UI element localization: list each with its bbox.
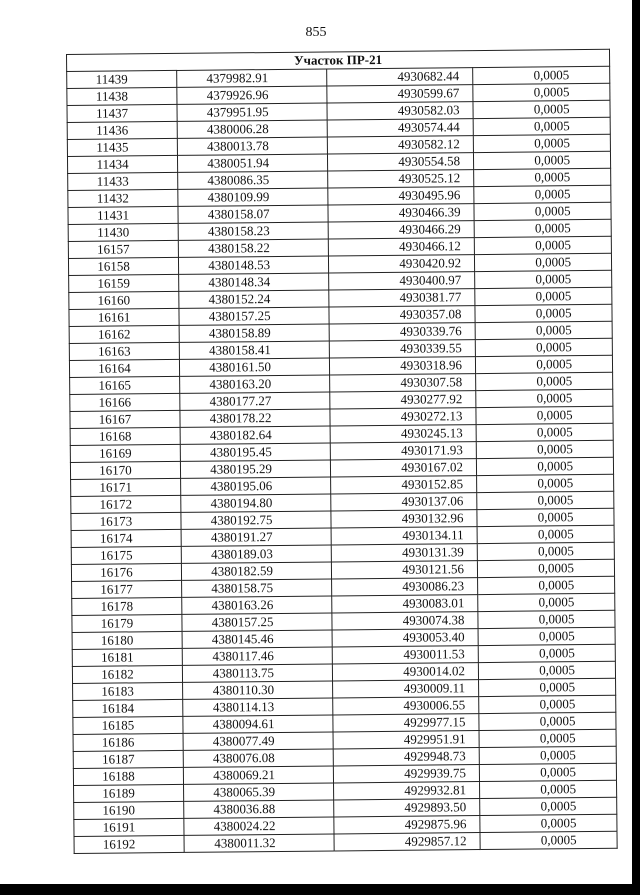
x-coordinate-cell: 4380194.80 [181,494,331,512]
x-coordinate-cell: 4380195.06 [181,477,331,495]
error-cell: 0,0005 [475,321,612,339]
error-cell: 0,0005 [477,508,614,526]
x-coordinate-cell: 4380086.35 [178,171,328,189]
y-coordinate-cell: 4930318.96 [329,357,475,375]
error-cell: 0,0005 [480,797,617,815]
point-number-cell: 16180 [72,631,182,649]
error-cell: 0,0005 [474,236,611,254]
coordinates-table-wrapper [66,49,617,854]
x-coordinate-cell: 4379951.95 [177,103,327,121]
point-number-cell: 16170 [70,461,180,479]
error-cell: 0,0005 [478,644,615,662]
x-coordinate-cell: 4380145.46 [182,630,332,648]
point-number-cell: 16179 [72,614,182,632]
x-coordinate-cell: 4380195.29 [180,460,330,478]
y-coordinate-cell: 4930171.93 [330,442,476,460]
point-number-cell: 11438 [67,87,177,105]
point-number-cell: 16169 [70,444,180,462]
y-coordinate-cell: 4930495.96 [328,187,474,205]
y-coordinate-cell: 4929939.75 [333,765,479,783]
error-cell: 0,0005 [480,831,617,849]
point-number-cell: 11431 [68,206,178,224]
y-coordinate-cell: 4930132.96 [331,510,477,528]
point-number-cell: 16174 [71,529,181,547]
x-coordinate-cell: 4380157.25 [182,613,332,631]
error-cell: 0,0005 [477,559,614,577]
error-cell: 0,0005 [473,66,610,84]
point-number-cell: 11433 [68,172,178,190]
y-coordinate-cell: 4930682.44 [327,68,473,86]
y-coordinate-cell: 4930006.55 [333,697,479,715]
x-coordinate-cell: 4380192.75 [181,511,331,529]
x-coordinate-cell: 4380163.20 [180,375,330,393]
point-number-cell: 11439 [67,70,177,88]
point-number-cell: 16161 [69,308,179,326]
x-coordinate-cell: 4380117.46 [182,647,332,665]
y-coordinate-cell: 4930357.08 [329,306,475,324]
x-coordinate-cell: 4380161.50 [179,358,329,376]
error-cell: 0,0005 [476,440,613,458]
error-cell: 0,0005 [475,355,612,373]
x-coordinate-cell: 4380013.78 [177,137,327,155]
table-body [67,66,618,853]
y-coordinate-cell: 4930131.39 [331,544,477,562]
error-cell: 0,0005 [476,423,613,441]
y-coordinate-cell: 4930466.12 [328,238,474,256]
y-coordinate-cell: 4930053.40 [332,629,478,647]
error-cell: 0,0005 [479,678,616,696]
x-coordinate-cell: 4380191.27 [181,528,331,546]
point-number-cell: 16184 [73,699,183,717]
error-cell: 0,0005 [477,525,614,543]
y-coordinate-cell: 4930152.85 [331,476,477,494]
point-number-cell: 16167 [70,410,180,428]
point-number-cell: 16163 [69,342,179,360]
y-coordinate-cell: 4929951.91 [333,731,479,749]
x-coordinate-cell: 4380189.03 [181,545,331,563]
error-cell: 0,0005 [476,457,613,475]
error-cell: 0,0005 [476,372,613,390]
y-coordinate-cell: 4930086.23 [332,578,478,596]
x-coordinate-cell: 4380158.75 [182,579,332,597]
error-cell: 0,0005 [475,338,612,356]
point-number-cell: 16187 [73,750,183,768]
point-number-cell: 16160 [69,291,179,309]
error-cell: 0,0005 [473,100,610,118]
point-number-cell: 16168 [70,427,180,445]
y-coordinate-cell: 4930339.76 [329,323,475,341]
y-coordinate-cell: 4930400.97 [329,272,475,290]
error-cell: 0,0005 [479,729,616,747]
y-coordinate-cell: 4930307.58 [330,374,476,392]
error-cell: 0,0005 [475,270,612,288]
y-coordinate-cell: 4930137.06 [331,493,477,511]
x-coordinate-cell: 4380158.89 [179,324,329,342]
point-number-cell: 11435 [67,138,177,156]
y-coordinate-cell: 4930525.12 [328,170,474,188]
error-cell: 0,0005 [474,202,611,220]
x-coordinate-cell: 4380065.39 [184,783,334,801]
y-coordinate-cell: 4930245.13 [330,425,476,443]
x-coordinate-cell: 4380177.27 [180,392,330,410]
y-coordinate-cell: 4930009.11 [333,680,479,698]
x-coordinate-cell: 4380113.75 [182,664,332,682]
error-cell: 0,0005 [477,542,614,560]
error-cell: 0,0005 [478,576,615,594]
x-coordinate-cell: 4380163.26 [182,596,332,614]
point-number-cell: 16192 [74,835,184,853]
point-number-cell: 16172 [71,495,181,513]
error-cell: 0,0005 [473,151,610,169]
x-coordinate-cell: 4380157.25 [179,307,329,325]
x-coordinate-cell: 4379926.96 [177,86,327,104]
point-number-cell: 16162 [69,325,179,343]
x-coordinate-cell: 4380069.21 [183,766,333,784]
x-coordinate-cell: 4380036.88 [184,800,334,818]
y-coordinate-cell: 4930466.39 [328,204,474,222]
x-coordinate-cell: 4380024.22 [184,817,334,835]
y-coordinate-cell: 4930381.77 [329,289,475,307]
point-number-cell: 16159 [69,274,179,292]
error-cell: 0,0005 [475,287,612,305]
point-number-cell: 16183 [73,682,183,700]
error-cell: 0,0005 [479,695,616,713]
point-number-cell: 16158 [68,257,178,275]
error-cell: 0,0005 [473,83,610,101]
error-cell: 0,0005 [473,134,610,152]
y-coordinate-cell: 4930167.02 [330,459,476,477]
error-cell: 0,0005 [475,304,612,322]
y-coordinate-cell: 4930272.13 [330,408,476,426]
y-coordinate-cell: 4930599.67 [327,85,473,103]
error-cell: 0,0005 [480,780,617,798]
page-number: 855 [305,25,327,40]
x-coordinate-cell: 4379982.91 [177,69,327,87]
y-coordinate-cell: 4930083.01 [332,595,478,613]
x-coordinate-cell: 4380077.49 [183,732,333,750]
y-coordinate-cell: 4930339.55 [329,340,475,358]
point-number-cell: 16157 [68,240,178,258]
point-number-cell: 16186 [73,733,183,751]
x-coordinate-cell: 4380158.22 [178,239,328,257]
x-coordinate-cell: 4380158.07 [178,205,328,223]
point-number-cell: 11434 [67,155,177,173]
point-number-cell: 16175 [71,546,181,564]
error-cell: 0,0005 [480,814,617,832]
point-number-cell: 16173 [71,512,181,530]
y-coordinate-cell: 4930420.92 [328,255,474,273]
y-coordinate-cell: 4930074.38 [332,612,478,630]
point-number-cell: 16176 [71,563,181,581]
x-coordinate-cell: 4380152.24 [179,290,329,308]
x-coordinate-cell: 4380051.94 [177,154,327,172]
y-coordinate-cell: 4930582.03 [327,102,473,120]
y-coordinate-cell: 4930011.53 [332,646,478,664]
error-cell: 0,0005 [478,627,615,645]
point-number-cell: 11432 [68,189,178,207]
x-coordinate-cell: 4380148.53 [178,256,328,274]
x-coordinate-cell: 4380178.22 [180,409,330,427]
y-coordinate-cell: 4930014.02 [332,663,478,681]
error-cell: 0,0005 [479,712,616,730]
x-coordinate-cell: 4380182.64 [180,426,330,444]
error-cell: 0,0005 [477,491,614,509]
y-coordinate-cell: 4929857.12 [334,833,480,851]
y-coordinate-cell: 4930554.58 [327,153,473,171]
y-coordinate-cell: 4930121.56 [331,561,477,579]
x-coordinate-cell: 4380195.45 [180,443,330,461]
error-cell: 0,0005 [477,474,614,492]
point-number-cell: 16164 [69,359,179,377]
point-number-cell: 16191 [74,818,184,836]
point-number-cell: 16188 [73,767,183,785]
x-coordinate-cell: 4380158.41 [179,341,329,359]
point-number-cell: 16166 [70,393,180,411]
point-number-cell: 16181 [72,648,182,666]
error-cell: 0,0005 [479,746,616,764]
error-cell: 0,0005 [478,593,615,611]
error-cell: 0,0005 [474,253,611,271]
y-coordinate-cell: 4929875.96 [334,816,480,834]
x-coordinate-cell: 4380182.59 [181,562,331,580]
y-coordinate-cell: 4930574.44 [327,119,473,137]
error-cell: 0,0005 [474,185,611,203]
error-cell: 0,0005 [478,610,615,628]
y-coordinate-cell: 4930582.12 [327,136,473,154]
point-number-cell: 11436 [67,121,177,139]
point-number-cell: 16189 [74,784,184,802]
error-cell: 0,0005 [473,117,610,135]
y-coordinate-cell: 4930277.92 [330,391,476,409]
coordinates-table [66,49,618,854]
x-coordinate-cell: 4380158.23 [178,222,328,240]
y-coordinate-cell: 4929977.15 [333,714,479,732]
point-number-cell: 16178 [72,597,182,615]
point-number-cell: 16171 [71,478,181,496]
y-coordinate-cell: 4929948.73 [333,748,479,766]
x-coordinate-cell: 4380148.34 [179,273,329,291]
x-coordinate-cell: 4380109.99 [178,188,328,206]
point-number-cell: 16182 [72,665,182,683]
x-coordinate-cell: 4380011.32 [184,834,334,852]
error-cell: 0,0005 [474,219,611,237]
x-coordinate-cell: 4380110.30 [183,681,333,699]
point-number-cell: 11437 [67,104,177,122]
point-number-cell: 16190 [74,801,184,819]
error-cell: 0,0005 [474,168,611,186]
x-coordinate-cell: 4380114.13 [183,698,333,716]
error-cell: 0,0005 [479,763,616,781]
x-coordinate-cell: 4380006.28 [177,120,327,138]
point-number-cell: 16185 [73,716,183,734]
y-coordinate-cell: 4930466.29 [328,221,474,239]
y-coordinate-cell: 4929893.50 [334,799,480,817]
error-cell: 0,0005 [476,389,613,407]
point-number-cell: 16165 [70,376,180,394]
y-coordinate-cell: 4929932.81 [334,782,480,800]
point-number-cell: 11430 [68,223,178,241]
table-title: Участок ПР-21 [67,49,610,71]
point-number-cell: 16177 [72,580,182,598]
error-cell: 0,0005 [478,661,615,679]
y-coordinate-cell: 4930134.11 [331,527,477,545]
error-cell: 0,0005 [476,406,613,424]
x-coordinate-cell: 4380076.08 [183,749,333,767]
x-coordinate-cell: 4380094.61 [183,715,333,733]
